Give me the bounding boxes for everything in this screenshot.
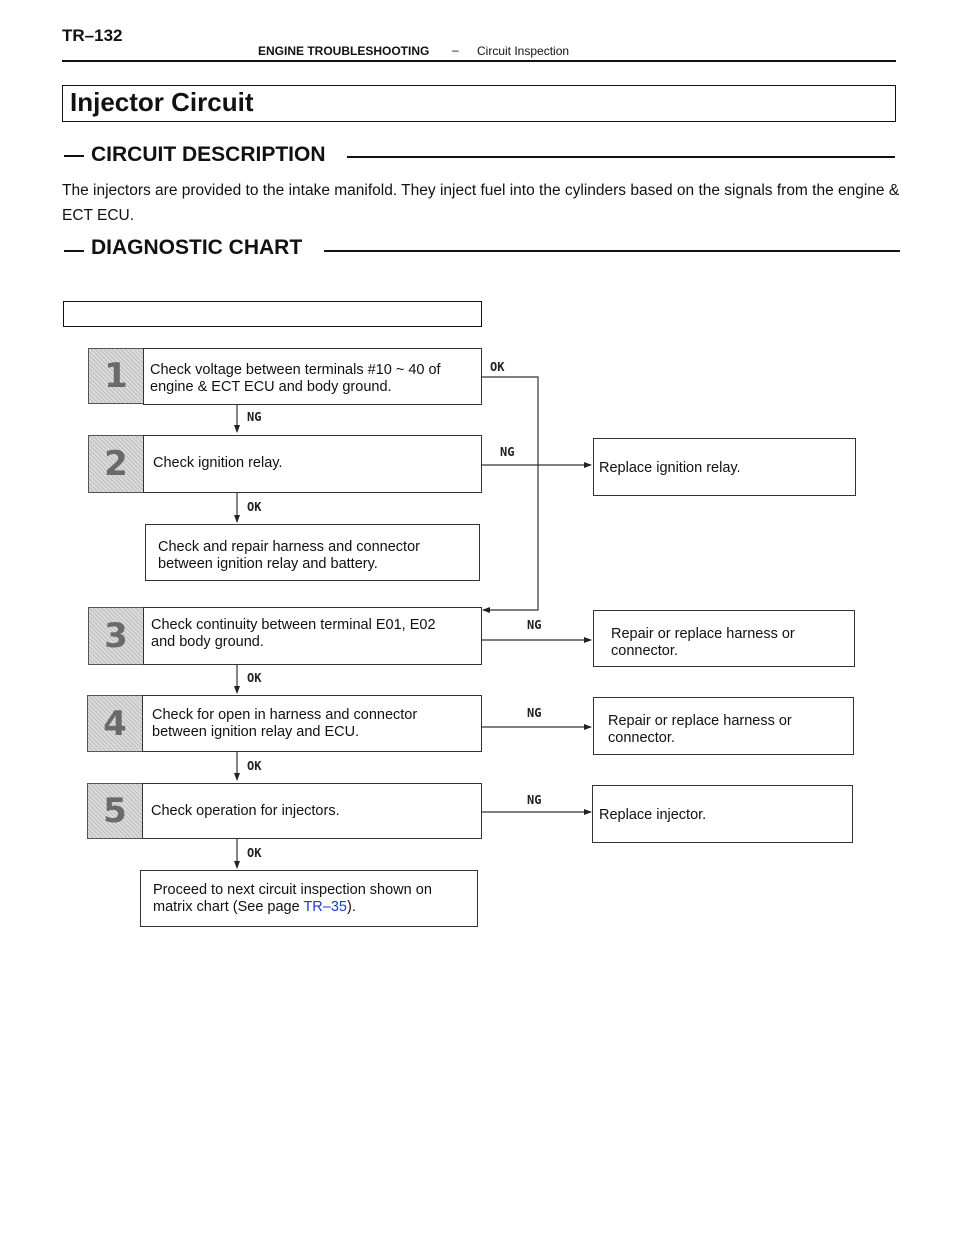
final-text-before: Proceed to next circuit inspection shown on matrix chart (See page	[153, 882, 432, 915]
ok-label: OK	[247, 759, 262, 773]
ok-label: OK	[247, 500, 262, 514]
ok-label: OK	[490, 360, 505, 374]
ok-label: OK	[247, 671, 262, 685]
ng-label: NG	[247, 410, 262, 424]
ng-label: NG	[527, 618, 542, 632]
result-text: Replace injector.	[599, 807, 707, 823]
header-subsection-title: Circuit Inspection	[477, 44, 570, 58]
final-action-text	[153, 882, 432, 916]
result-text: Repair or replace harness or connector.	[611, 626, 795, 659]
page-title: Injector Circuit	[70, 87, 254, 117]
ng-label: NG	[500, 445, 515, 459]
header-separator: –	[452, 43, 459, 57]
step-3-number: 3	[88, 607, 144, 665]
step-5-number: 5	[87, 783, 143, 839]
step-4-number: 4	[87, 695, 143, 752]
result-text: Repair or replace harness or connector.	[608, 713, 792, 746]
step-1-number: 1	[88, 348, 144, 404]
step-3-text: Check continuity between terminal E01, E02 and body ground.	[151, 617, 436, 650]
step-2-text: Check ignition relay.	[153, 455, 283, 471]
step-4-text: Check for open in harness and connector between ignition relay and ECU.	[152, 707, 418, 740]
result-text: Replace ignition relay.	[599, 460, 741, 476]
ng-label: NG	[527, 706, 542, 720]
diagnostic-chart-heading: DIAGNOSTIC CHART	[91, 236, 303, 259]
page-number: TR–132	[62, 26, 123, 45]
ok-label: OK	[247, 846, 262, 860]
final-text-after: ).	[346, 899, 356, 915]
step-2-number: 2	[88, 435, 144, 493]
step-1-text: Check voltage between terminals #10 ~ 40 of engine & ECT ECU and body ground.	[150, 362, 441, 395]
page-link[interactable]: TR–35	[303, 899, 347, 915]
intermediate-action-text: Check and repair harness and connector between ignition relay and battery.	[158, 539, 420, 572]
circuit-description-text: The injectors are provided to the intake manifold. They inject fuel into the cylinders based on the signals from the engine & ECT ECU.	[62, 182, 900, 224]
ng-label: NG	[527, 793, 542, 807]
circuit-description-heading: CIRCUIT DESCRIPTION	[91, 143, 326, 166]
header-section-title: ENGINE TROUBLESHOOTING	[258, 44, 430, 58]
step-5-text: Check operation for injectors.	[151, 803, 340, 819]
